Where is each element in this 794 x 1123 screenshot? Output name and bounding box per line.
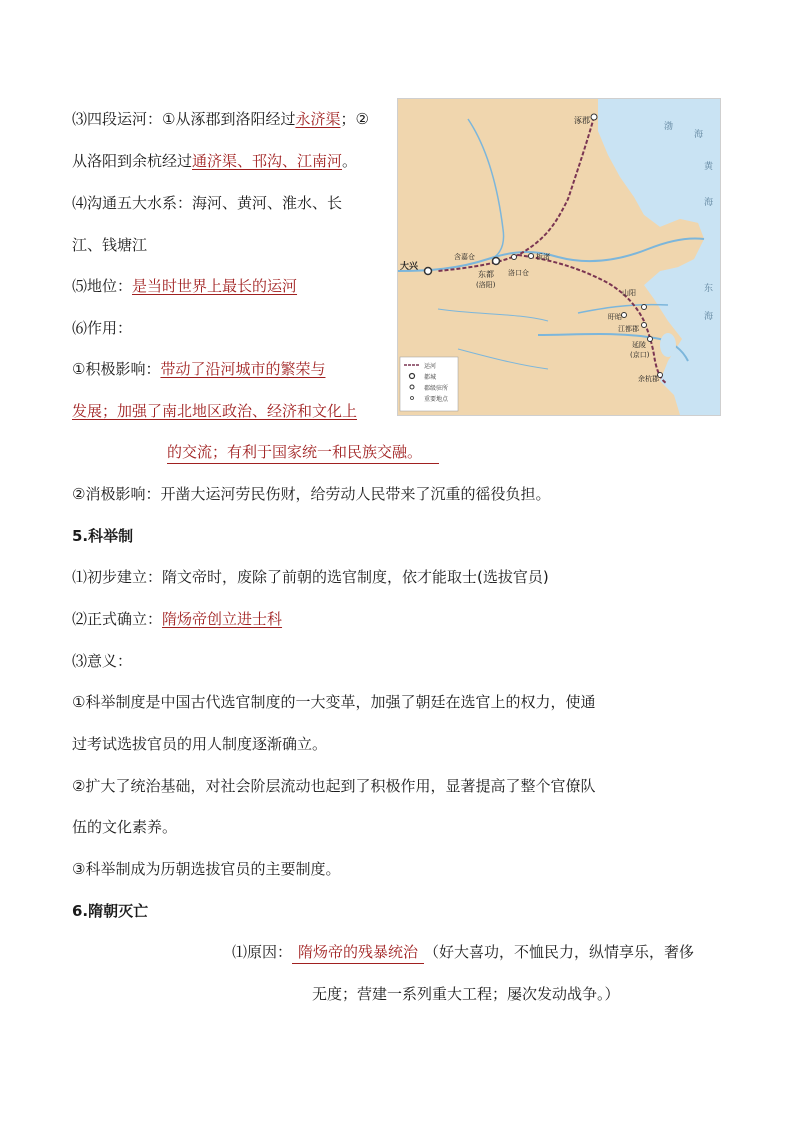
map-city-label: 盱眙	[608, 313, 622, 321]
answer-positive-2: 发展；加强了南北地区政治、经济和文化上	[72, 402, 358, 420]
map-legend-site: 重要地点	[424, 396, 449, 403]
map-city-label: 山阳	[622, 289, 636, 297]
text: ；②	[340, 110, 369, 128]
text: 。	[342, 152, 358, 170]
map-city-label: 含嘉仓	[454, 253, 475, 261]
text: ⑴原因：	[232, 943, 293, 961]
keju-meaning-2a: ②扩大了统治基础，对社会阶层流动也起到了积极作用，显著提高了整个官僚队	[72, 777, 596, 795]
map-legend-capital: 都城	[424, 374, 437, 381]
text: ⑵正式确立：	[72, 610, 163, 628]
keju-meaning-3: ③科举制成为历朝选拔官员的主要制度。	[72, 860, 341, 878]
answer-yongji: 永济渠	[295, 110, 341, 128]
keju-meaning-1a: ①科举制度是中国古代选官制度的一大变革，加强了朝廷在选官上的权力，使通	[72, 693, 596, 711]
keju-meaning: ⑶意义：	[72, 652, 133, 670]
canal-rivers-line: ⑷沟通五大水系：海河、黄河、淮水、长	[72, 194, 343, 212]
map-city-label: 洛口仓	[508, 269, 529, 277]
answer-positive-1: 带动了沿河城市的繁荣与	[160, 360, 326, 378]
map-city-label: 东都	[478, 270, 494, 279]
map-sea-label: 黄	[704, 162, 714, 172]
text: ①积极影响：	[72, 360, 161, 378]
map-sea-label: 渤	[664, 122, 674, 132]
map-city-label: 板渚	[536, 253, 550, 261]
canal-rivers-cont: 江、钱塘江	[72, 236, 148, 254]
answer-positive-3: 的交流；有利于国家统一和民族交融。	[167, 441, 439, 464]
answer-cause: 隋炀帝的残暴统治	[292, 941, 424, 964]
canal-negative-line: ②消极影响：开凿大运河劳民伤财，给劳动人民带来了沉重的徭役负担。	[72, 485, 551, 503]
map-city-label: (京口)	[630, 351, 650, 359]
canal-positive-line	[72, 358, 325, 380]
map-city-label: 大兴	[400, 262, 419, 272]
map-city-label: 余杭郡	[638, 375, 659, 383]
text: ⑸地位：	[72, 277, 133, 295]
text: ⑶四段运河：①从涿郡到洛阳经过	[72, 110, 296, 128]
keju-meaning-2b: 伍的文化素养。	[72, 818, 178, 836]
map-city-label: (洛阳)	[476, 281, 496, 289]
map-city-label: 江都郡	[618, 325, 639, 333]
section-title-sui: 6.隋朝灭亡	[72, 902, 149, 920]
canal-status-line	[72, 275, 297, 297]
map-sea-label: 海	[704, 198, 714, 208]
map-legend-canal: 运河	[424, 363, 437, 370]
map-sea-label: 海	[694, 130, 704, 140]
answer-canals: 通济渠、邗沟、江南河	[192, 152, 343, 170]
canal-sections-line2	[72, 150, 357, 172]
keju-formal	[72, 608, 282, 630]
text: （好大喜功，不恤民力，纵情享乐，奢侈	[424, 943, 695, 961]
grand-canal-map	[397, 98, 721, 416]
map-city-label: 延陵	[632, 341, 646, 349]
canal-sections-line	[72, 108, 369, 130]
text: 从洛阳到余杭经过	[72, 152, 193, 170]
keju-meaning-1b: 过考试选拔官员的用人制度逐渐确立。	[72, 735, 328, 753]
sui-cause-cont: 无度；营建一系列重大工程；屡次发动战争。）	[312, 985, 620, 1003]
sui-cause	[232, 941, 694, 964]
map-svg	[398, 99, 720, 415]
canal-positive-line3	[167, 441, 439, 464]
canal-positive-line2	[72, 400, 357, 422]
map-sea-label: 东	[704, 284, 714, 294]
map-city-label: 涿郡	[574, 116, 590, 125]
map-legend-prefecture: 郡级驻所	[424, 385, 449, 392]
answer-status: 是当时世界上最长的运河	[132, 277, 298, 295]
section-title-keju: 5.科举制	[72, 527, 134, 545]
keju-initial: ⑴初步建立：隋文帝时，废除了前朝的选官制度，依才能取士(选拔官员)	[72, 568, 549, 586]
map-sea-label: 海	[704, 312, 714, 322]
answer-jinshi: 隋炀帝创立进士科	[162, 610, 283, 628]
canal-role-line: ⑹作用：	[72, 319, 133, 337]
